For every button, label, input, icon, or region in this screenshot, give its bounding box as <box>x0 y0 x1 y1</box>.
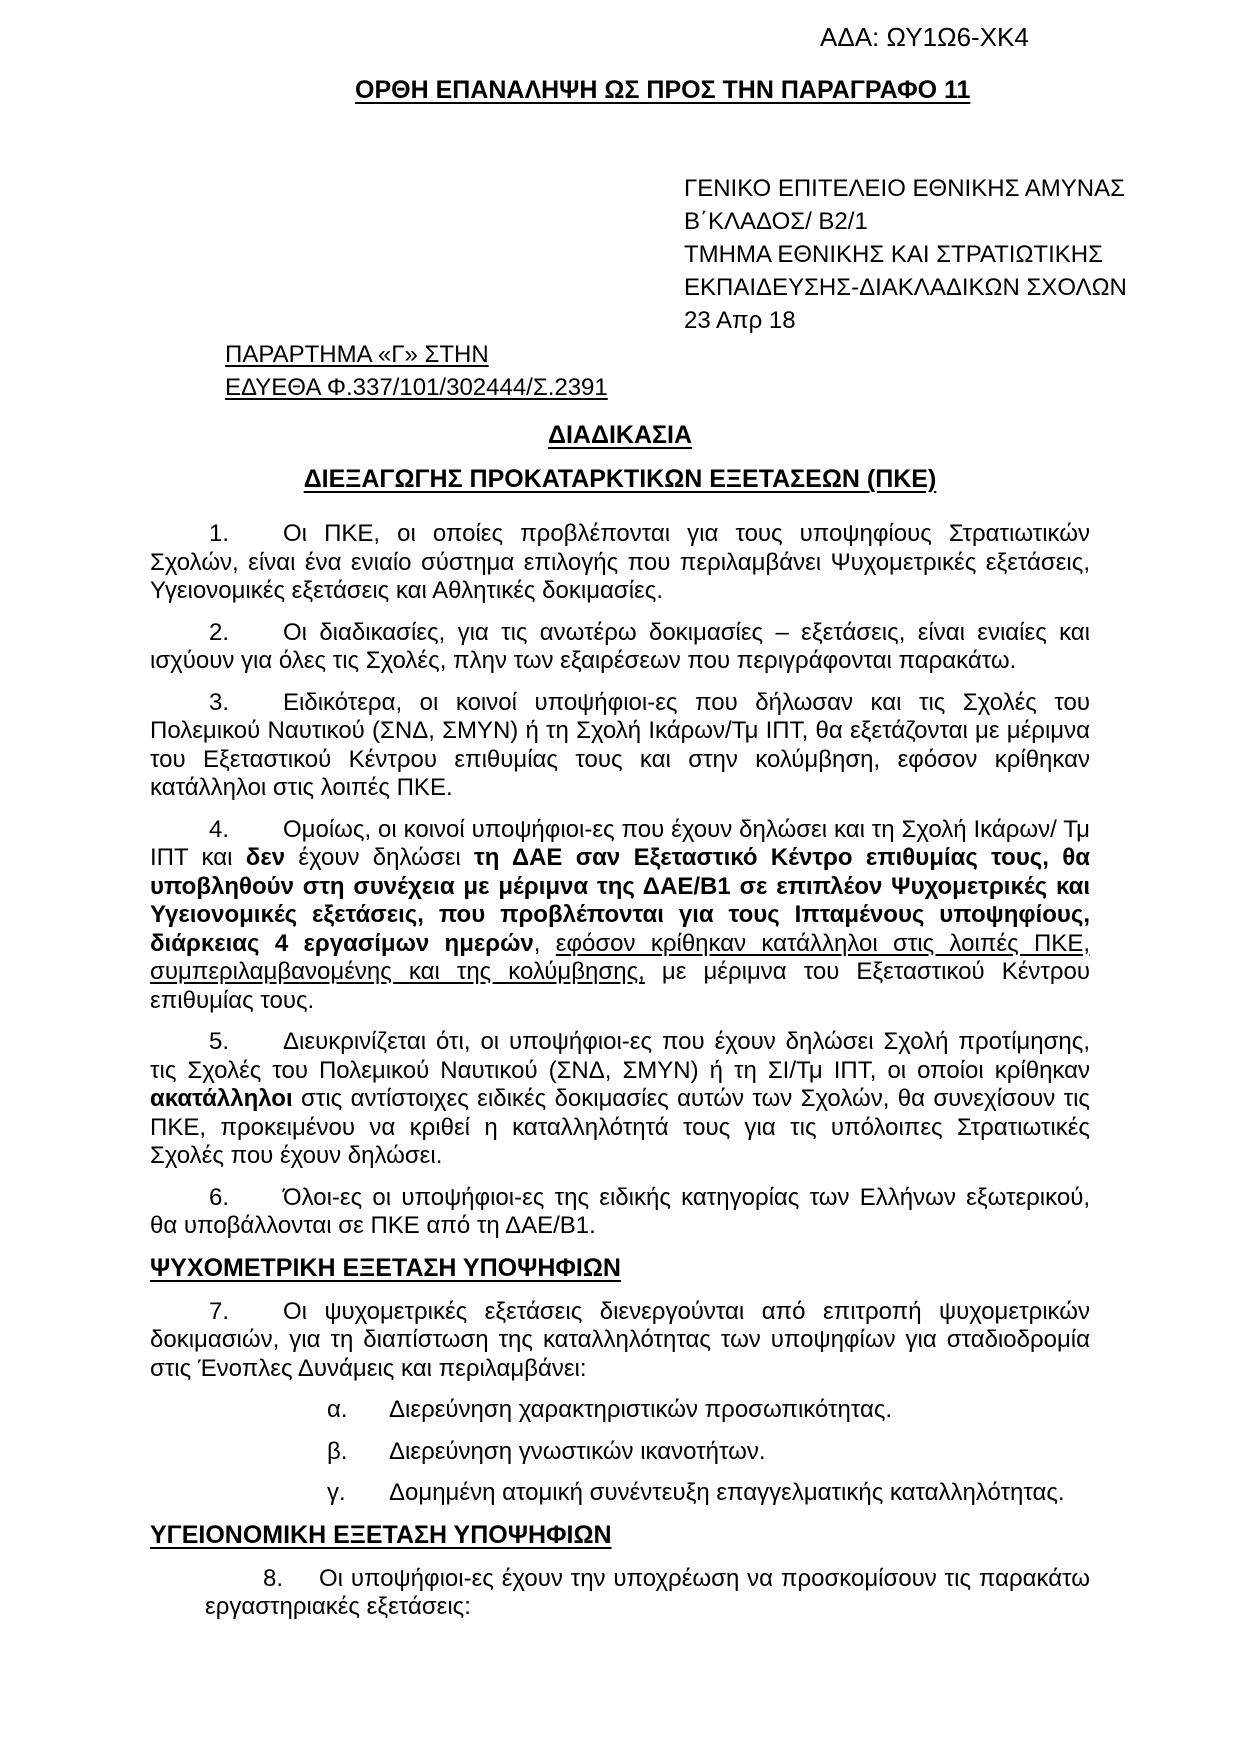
paragraph-5-number: 5. <box>209 1028 230 1055</box>
subitem-alpha <box>150 1396 1090 1425</box>
correction-header: ΟΡΘΗ ΕΠΑΝΑΛΗΨΗ ΩΣ ΠΡΟΣ ΤΗΝ ΠΑΡΑΓΡΑΦΟ 11 <box>355 76 971 104</box>
paragraph-4-run-5: , <box>533 929 556 957</box>
paragraph-8-text: Οι υποψήφιοι-ες έχουν την υποχρέωση να προσκομίσουν τις παρακάτω εργαστηριακές εξετάσεις: <box>205 1564 1090 1620</box>
paragraph-5-run-1: Διευκρινίζεται ότι, οι υποψήφιοι-ες που έχουν δηλώσει Σχολή προτίμησης, τις Σχολές του Πολεμικού Ναυτικού (ΣΝΔ, ΣΜΥΝ) ή τη ΣΙ/Τμ ΙΠΤ, οι οποίοι κρίθηκαν <box>150 1028 1090 1084</box>
letterhead-block <box>684 172 1127 337</box>
subitem-alpha-letter: α. <box>327 1396 348 1423</box>
paragraph-1-number: 1. <box>209 520 230 547</box>
paragraph-6 <box>150 1184 1090 1241</box>
paragraph-4-text <box>150 816 1090 1014</box>
ada-code: ΑΔΑ: ΩΥ1Ω6-ΧΚ4 <box>820 22 1029 52</box>
paragraph-5-run-2-bold: ακατάλληλοι <box>150 1085 293 1112</box>
document-title: ΔΙΑΔΙΚΑΣΙΑ <box>548 421 692 449</box>
paragraph-2-text: Οι διαδικασίες, για τις ανωτέρω δοκιμασίες – εξετάσεις, είναι ενιαίες και ισχύουν για όλες τις Σχολές, πλην των εξαιρέσεων που περιγράφονται παρακάτω. <box>150 618 1090 674</box>
paragraph-4-run-7: με μέριμνα του Εξεταστικού Κέντρου επιθυμίας τους. <box>150 958 1091 1014</box>
subitem-gamma-letter: γ. <box>327 1479 346 1506</box>
paragraph-8-number: 8. <box>263 1564 284 1592</box>
paragraph-7-number: 7. <box>209 1297 230 1325</box>
paragraph-7 <box>150 1298 1090 1384</box>
paragraph-8 <box>205 1565 1090 1622</box>
subitem-gamma <box>150 1479 1090 1508</box>
paragraph-4-run-1: Ομοίως, οι κοινοί υποψήφιοι-ες που έχουν δηλώσει και τη Σχολή Ικάρων/ Τμ ΙΠΤ και <box>150 815 1090 871</box>
subitem-gamma-text: Δομημένη ατομική συνέντευξη επαγγελματικής καταλληλότητας. <box>389 1479 1065 1506</box>
subitem-beta <box>150 1438 1090 1467</box>
paragraph-1-text: Οι ΠΚΕ, οι οποίες προβλέπονται για τους υποψηφίους Στρατιωτικών Σχολών, είναι ένα ενιαίο σύστημα επιλογής που περιλαμβάνει Ψυχομετρικές εξετάσεις, Υγειονομικές εξετάσεις και Αθλητικές δοκιμασίες. <box>150 520 1090 604</box>
paragraph-2-number: 2. <box>209 618 230 646</box>
letterhead-line-4: ΕΚΠΑΙΔΕΥΣΗΣ-ΔΙΑΚΛΑΔΙΚΩΝ ΣΧΟΛΩΝ <box>684 274 1127 301</box>
letterhead-line-1: ΓΕΝΙΚΟ ΕΠΙΤΕΛΕΙΟ ΕΘΝΙΚΗΣ ΑΜΥΝΑΣ <box>684 175 1125 202</box>
paragraph-5-text <box>150 1028 1090 1169</box>
paragraph-4-run-6-underlined: εφόσον κρίθηκαν κατάλληλοι στις λοιπές ΠΚΕ, συμπεριλαμβανομένης και της κολύμβησης, <box>150 929 1090 985</box>
paragraph-4-run-3: έχουν δηλώσει <box>285 844 475 871</box>
paragraph-1 <box>150 520 1090 606</box>
paragraph-4-run-4-bold: τη ΔΑΕ σαν Εξεταστικό Κέντρο επιθυμίας τους, θα υποβληθούν στη συνέχεια με μέριμνα της ΔΑΕ/Β1 σε επιπλέον Ψυχομετρικές και Υγειονομικές εξετάσεις, που προβλέπονται για τους Ιπταμένους υποψηφίους, διάρκειας 4 εργασίμων ημερών <box>150 844 1090 957</box>
paragraph-6-text: Όλοι-ες οι υποψήφιοι-ες της ειδικής κατηγορίας των Ελλήνων εξωτερικού, θα υποβάλλονται σε ΠΚΕ από τη ΔΑΕ/Β1. <box>150 1183 1090 1239</box>
document-body <box>150 410 1090 1635</box>
letterhead-line-2: Β΄ΚΛΑΔΟΣ/ Β2/1 <box>684 208 868 235</box>
letterhead-date: 23 Απρ 18 <box>684 307 796 334</box>
annex-line-2: ΕΔΥΕΘΑ Φ.337/101/302444/Σ.2391 <box>225 374 608 401</box>
document-subtitle: ΔΙΕΞΑΓΩΓΗΣ ΠΡΟΚΑΤΑΡΚΤΙΚΩΝ ΕΞΕΤΑΣΕΩΝ (ΠΚΕ) <box>303 465 937 493</box>
paragraph-5 <box>150 1028 1090 1171</box>
paragraph-3-text: Ειδικότερα, οι κοινοί υποψήφιοι-ες που δήλωσαν και τις Σχολές του Πολεμικού Ναυτικού (ΣΝΔ, ΣΜΥΝ) ή τη Σχολή Ικάρων/Τμ ΙΠΤ, θα εξετάζονται με μέριμνα του Εξεταστικού Κέντρου επιθυμίας τους και στην κολύμβηση, εφόσον κρίθηκαν κατάλληλοι στις λοιπές ΠΚΕ. <box>150 688 1090 801</box>
annex-reference-block <box>225 338 608 404</box>
paragraph-4-run-2-bold: δεν <box>245 844 286 871</box>
letterhead-line-3: ΤΜΗΜΑ ΕΘΝΙΚΗΣ ΚΑΙ ΣΤΡΑΤΙΩΤΙΚΗΣ <box>684 241 1103 268</box>
subitem-alpha-text: Διερεύνηση χαρακτηριστικών προσωπικότητας. <box>389 1396 893 1423</box>
subitem-beta-letter: β. <box>327 1437 348 1465</box>
paragraph-3-number: 3. <box>209 688 230 716</box>
paragraph-5-run-3: στις αντίστοιχες ειδικές δοκιμασίες αυτών των Σχολών, θα συνεχίσουν τις ΠΚΕ, προκειμένου να κριθεί η καταλληλότητά τους για τις υπόλοιπες Στρατιωτικές Σχολές που έχουν δηλώσει. <box>150 1085 1090 1169</box>
paragraph-7-text: Οι ψυχομετρικές εξετάσεις διενεργούνται από επιτροπή ψυχομετρικών δοκιμασιών, για τη διαπίστωση της καταλληλότητας των υποψηφίων για σταδιοδρομία στις Ένοπλες Δυνάμεις και περιλαμβάνει: <box>150 1297 1090 1382</box>
paragraph-3 <box>150 689 1090 803</box>
paragraph-4 <box>150 816 1090 1016</box>
paragraph-2 <box>150 619 1090 676</box>
subitem-beta-text: Διερεύνηση γνωστικών ικανοτήτων. <box>389 1437 766 1465</box>
section-heading-medical: ΥΓΕΙΟΝΟΜΙΚΗ ΕΞΕΤΑΣΗ ΥΠΟΨΗΦΙΩΝ <box>150 1520 612 1549</box>
paragraph-6-number: 6. <box>209 1183 230 1211</box>
section-heading-psychometric: ΨΥΧΟΜΕΤΡΙΚΗ ΕΞΕΤΑΣΗ ΥΠΟΨΗΦΙΩΝ <box>150 1253 621 1282</box>
paragraph-4-number: 4. <box>209 815 230 843</box>
annex-line-1: ΠΑΡΑΡΤΗΜΑ «Γ» ΣΤΗΝ <box>225 341 489 368</box>
